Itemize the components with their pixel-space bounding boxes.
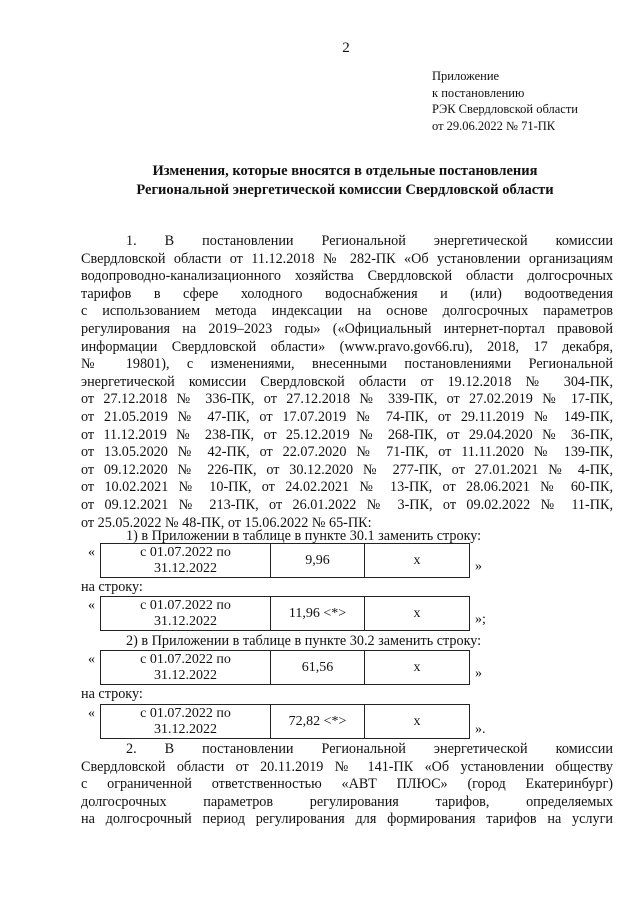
text-line: от 09.12.2021 № 213-ПК, от 26.01.2022 № 3-ПК, от 09.02.2022 № 11-ПК,: [81, 496, 613, 513]
text-line: 2. В постановлении Региональной энергетической комиссии: [126, 741, 613, 757]
text-line: от 13.05.2020 № 42-ПК, от 22.07.2020 № 71-ПК, от 11.11.2020 № 139-ПК,: [81, 444, 613, 461]
text-line: с ограниченной ответственностью «АВТ ПЛЮС» (город Екатеринбург): [81, 776, 613, 793]
period-line: с 01.07.2022 по: [140, 651, 231, 667]
period-line: 31.12.2022: [154, 667, 217, 683]
text-line: № 19801), с изменениями, внесенными постановлениями Региональной: [81, 356, 613, 373]
table-cell-period: [101, 705, 271, 739]
text-line: Свердловской области от 20.11.2019 № 141-ПК «Об установлении обществу: [81, 758, 613, 775]
document-title: [80, 162, 610, 200]
title-line: Изменения, которые вносятся в отдельные постановления: [152, 163, 538, 179]
table-cell-x: x: [365, 705, 470, 739]
text-line: от 10.02.2021 № 10-ПК, от 24.02.2021 № 13-ПК, от 28.06.2021 № 60-ПК,: [81, 479, 613, 496]
replacement-table: [100, 543, 470, 578]
close-quote: »: [475, 666, 482, 681]
table-row: [101, 651, 470, 685]
table-cell-value: 61,56: [271, 651, 365, 685]
table-cell-value: 11,96 <*>: [271, 597, 365, 631]
replacement-table: [100, 650, 470, 685]
period-line: 31.12.2022: [154, 721, 217, 737]
item-1-text: 1) в Приложении в таблице в пункте 30.1 заменить строку:: [126, 528, 482, 544]
table-cell-value: 72,82 <*>: [271, 705, 365, 739]
table-cell-period: [101, 544, 271, 578]
replacement-table: [100, 704, 470, 739]
open-quote: «: [88, 652, 95, 667]
table-row: [101, 544, 470, 578]
table-cell-period: [101, 651, 271, 685]
na-stroku-text: на строку:: [81, 579, 143, 595]
period-line: 31.12.2022: [154, 560, 217, 576]
close-quote: »;: [475, 612, 486, 627]
table-row: [101, 597, 470, 631]
text-line: от 11.12.2019 № 238-ПК, от 25.12.2019 № 268-ПК, от 29.04.2020 № 36-ПК,: [81, 426, 613, 443]
item-2-text: 2) в Приложении в таблице в пункте 30.2 заменить строку:: [126, 633, 482, 649]
title-line: Региональной энергетической комиссии Свердловской области: [136, 182, 554, 198]
annex-block: [432, 68, 578, 134]
text-line: от 09.12.2020 № 226-ПК, от 30.12.2020 № 277-ПК, от 27.01.2021 № 4-ПК,: [81, 461, 613, 478]
text-line: тарифов в сфере холодного водоснабжения и (или) водоотведения: [81, 285, 613, 302]
text-line: регулирования на 2019–2023 годы» («Официальный интернет-портал правовой: [81, 320, 613, 337]
text-line: Свердловской области от 11.12.2018 № 282-ПК «Об установлении организациям: [81, 250, 613, 267]
close-quote: »: [475, 559, 482, 574]
close-quote: ».: [475, 722, 486, 737]
text-line: долгосрочных параметров регулирования тарифов, определяемых: [81, 793, 613, 810]
paragraph-2: [81, 741, 613, 829]
text-line: на долгосрочный период регулирования для формирования тарифов на услуги: [81, 811, 613, 828]
period-line: с 01.07.2022 по: [140, 597, 231, 613]
open-quote: «: [88, 598, 95, 613]
table-cell-x: x: [365, 544, 470, 578]
period-line: с 01.07.2022 по: [140, 544, 231, 560]
text-line: от 27.12.2018 № 336-ПК, от 27.12.2018 № 339-ПК, от 27.02.2019 № 17-ПК,: [81, 391, 613, 408]
text-line: 1. В постановлении Региональной энергетической комиссии: [126, 233, 613, 249]
period-line: 31.12.2022: [154, 613, 217, 629]
text-line: информации Свердловской области» (www.pravo.gov66.ru), 2018, 17 декабря,: [81, 338, 613, 355]
replacement-table: [100, 596, 470, 631]
table-cell-x: x: [365, 651, 470, 685]
annex-line: к постановлению: [432, 85, 525, 100]
table-cell-x: x: [365, 597, 470, 631]
text-line: от 25.05.2022 № 48-ПК, от 15.06.2022 № 65-ПК:: [81, 514, 372, 531]
text-line: от 21.05.2019 № 47-ПК, от 17.07.2019 № 74-ПК, от 29.11.2019 № 149-ПК,: [81, 408, 613, 425]
page-number: 2: [342, 40, 350, 56]
table-cell-period: [101, 597, 271, 631]
annex-line: РЭК Свердловской области: [432, 102, 578, 116]
annex-line: Приложение: [432, 69, 500, 83]
text-line: энергетической комиссии Свердловской области от 19.12.2018 № 304-ПК,: [81, 373, 613, 390]
table-row: [101, 705, 470, 739]
text-line: с использованием метода индексации на основе долгосрочных параметров: [81, 303, 613, 320]
period-line: с 01.07.2022 по: [140, 705, 231, 721]
text-line: водопроводно-канализационного хозяйства Свердловской области долгосрочных: [81, 268, 613, 285]
annex-line: от 29.06.2022 № 71-ПК: [432, 118, 556, 133]
open-quote: «: [88, 706, 95, 721]
na-stroku-text: на строку:: [81, 686, 143, 702]
table-cell-value: 9,96: [271, 544, 365, 578]
paragraph-1: [81, 233, 613, 532]
open-quote: «: [88, 545, 95, 560]
